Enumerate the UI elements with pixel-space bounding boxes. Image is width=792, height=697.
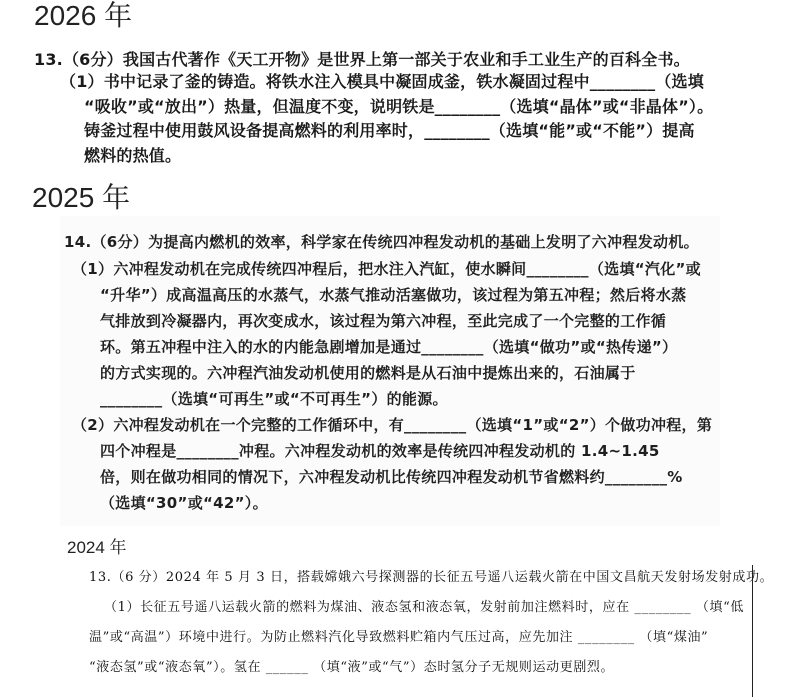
- question-text-line: 四个冲程是________冲程。六冲程发动机的效率是传统四冲程发动机的 1.4~1.45: [100, 442, 660, 460]
- question-text-line: 的方式实现的。六冲程汽油发动机使用的燃料是从石油中提炼出来的，石油属于: [100, 364, 636, 382]
- question-text-line: 14.（6分）为提高内燃机的效率，科学家在传统四冲程发动机的基础上发明了六冲程发动机。: [64, 233, 699, 251]
- question-text-line: “液态氢”或“液态氧”）。氢在 ______ （填“液”或“气”）态时氢分子无规则运动更剧烈。: [89, 660, 615, 675]
- year-heading-2025: 2025 年: [32, 182, 131, 213]
- question-text-line: （1）长征五号遥八运载火箭的燃料为煤油、液态氢和液态氧，发射前加注燃料时，应在 ________ （填“低: [104, 600, 744, 615]
- question-text-line: 铸釜过程中使用鼓风设备提高燃料的利用率时，________（选填“能”或“不能”）提高: [84, 121, 695, 140]
- question-text-line: ________（选填“可再生”或“不可再生”）的能源。: [100, 390, 448, 408]
- question-text-line: （1）六冲程发动机在完成传统四冲程后，把水注入汽缸，使水瞬间________（选填“汽化”或: [72, 260, 701, 278]
- question-text-line: “吸收”或“放出”）热量，但温度不变，说明铁是________（选填“晶体”或“非晶体”）。: [84, 97, 714, 116]
- question-text-line: “升华”）成高温高压的水蒸气，水蒸气推动活塞做功，该过程为第五冲程；然后将水蒸: [100, 286, 687, 304]
- question-text-line: （选填“30”或“42”）。: [100, 494, 268, 512]
- question-text-line: 倍，则在做功相同的情况下，六冲程发动机比传统四冲程发动机节省燃料约________%: [100, 468, 683, 486]
- question-text-line: 温”或“高温”）环境中进行。为防止燃料汽化导致燃料贮箱内气压过高，应先加注 ________ （填“煤油”: [89, 630, 709, 645]
- question-text-line: （2）六冲程发动机在一个完整的工作循环中，有________（选填“1”或“2”）个做功冲程，第: [72, 416, 713, 434]
- question-text-line: 气排放到冷凝器内，再次变成水，该过程为第六冲程，至此完成了一个完整的工作循: [100, 312, 667, 330]
- question-text-line: 13.（6 分）2024 年 5 月 3 日，搭载嫦娥六号探测器的长征五号遥八运载火箭在中国文昌航天发射场发射成功。: [89, 570, 774, 585]
- question-text-line: （1）书中记录了釜的铸造。将铁水注入模具中凝固成釜，铁水凝固过程中________（选填: [60, 72, 704, 91]
- year-heading-2024: 2024 年: [67, 538, 127, 557]
- question-text-line: 燃料的热值。: [84, 146, 182, 165]
- year-heading-2026: 2026 年: [34, 0, 133, 31]
- question-text-line: 13.（6分）我国古代著作《天工开物》是世界上第一部关于农业和手工业生产的百科全书。: [34, 50, 690, 69]
- question-text-line: 环。第五冲程中注入的水的内能急剧增加是通过________（选填“做功”或“热传递”）: [100, 338, 678, 356]
